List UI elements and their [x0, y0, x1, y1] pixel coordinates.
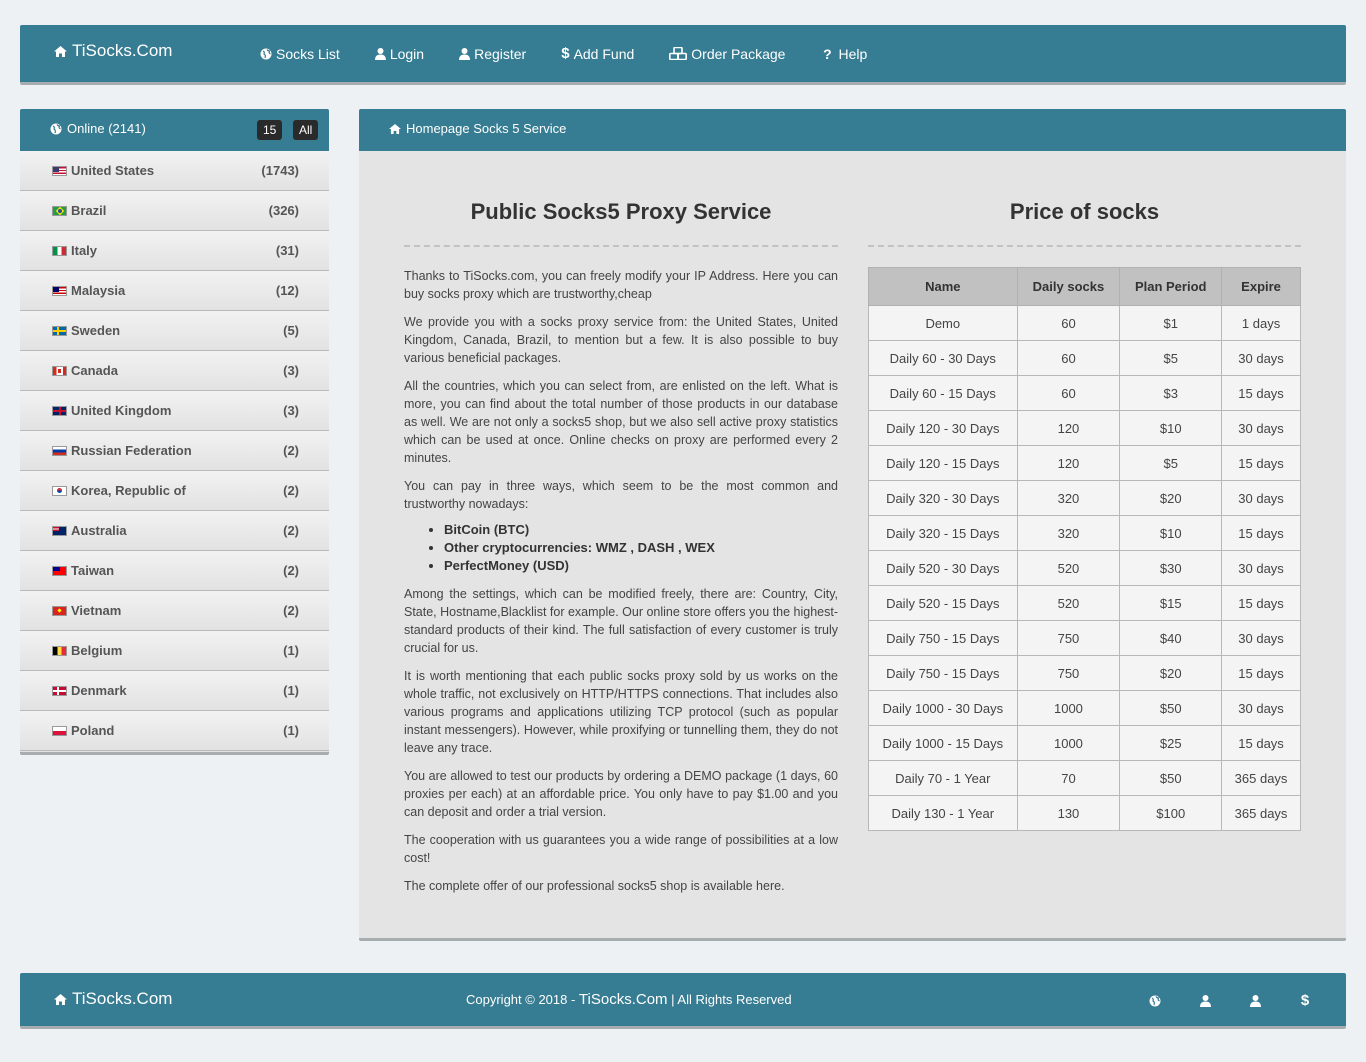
price-table — [868, 267, 1301, 831]
country-name: Denmark — [71, 683, 127, 698]
table-row — [869, 796, 1301, 831]
table-cell: 750 — [1017, 621, 1120, 656]
column-header: Plan Period — [1120, 268, 1222, 306]
flag-gb-icon — [52, 406, 67, 416]
country-name: Australia — [71, 523, 127, 538]
country-item-malaysia[interactable] — [20, 271, 329, 311]
table-cell: Daily 1000 - 15 Days — [869, 726, 1018, 761]
brand-text: TiSocks.Com — [72, 41, 173, 60]
flag-pl-icon — [52, 726, 67, 736]
country-name: Korea, Republic of — [71, 483, 186, 498]
country-name: Vietnam — [71, 603, 122, 618]
table-cell: Daily 320 - 30 Days — [869, 481, 1018, 516]
country-count: (1) — [283, 643, 299, 658]
table-cell: Daily 60 - 15 Days — [869, 376, 1018, 411]
table-cell: 30 days — [1222, 551, 1301, 586]
country-count: (2) — [283, 563, 299, 578]
flag-ca-icon — [52, 366, 67, 376]
table-cell: 15 days — [1222, 726, 1301, 761]
table-cell: 520 — [1017, 551, 1120, 586]
home-icon — [54, 46, 67, 57]
nav-order-package-label: Order Package — [691, 45, 786, 62]
table-cell: $30 — [1120, 551, 1222, 586]
dollar-icon: $ — [561, 45, 570, 62]
dollar-icon[interactable]: $ — [1300, 992, 1310, 1009]
filter-all-button[interactable]: All — [293, 120, 318, 140]
service-title: Public Socks5 Proxy Service — [404, 199, 838, 247]
nav-help-label: Help — [838, 45, 868, 62]
sidebar-header — [20, 109, 329, 151]
table-row — [869, 586, 1301, 621]
flag-us-icon — [52, 166, 67, 176]
table-cell: 15 days — [1222, 586, 1301, 621]
table-cell: 320 — [1017, 516, 1120, 551]
top-navbar — [20, 25, 1346, 85]
flag-it-icon — [52, 246, 67, 256]
country-count: (3) — [283, 363, 299, 378]
table-cell: $10 — [1120, 411, 1222, 446]
table-cell: 70 — [1017, 761, 1120, 796]
table-cell: 1 days — [1222, 306, 1301, 341]
table-cell: Daily 130 - 1 Year — [869, 796, 1018, 831]
country-item-belgium[interactable] — [20, 631, 329, 671]
main-panel — [359, 109, 1346, 941]
brand-link[interactable] — [54, 41, 172, 61]
table-cell: 130 — [1017, 796, 1120, 831]
paragraph: We provide you with a socks proxy service from: the United States, United Kingdom, Canada, Brazil, to mention but a few. It is also possible to buy various beneficial packages. — [404, 315, 838, 365]
service-description — [404, 199, 838, 905]
country-count: (12) — [275, 283, 299, 298]
online-count-label: Online (2141) — [67, 121, 146, 136]
table-cell: 520 — [1017, 586, 1120, 621]
country-name: Canada — [71, 363, 118, 378]
payment-method: • BitCoin (BTC) — [444, 521, 838, 539]
table-row — [869, 656, 1301, 691]
price-title: Price of socks — [868, 199, 1301, 247]
column-header: Expire — [1222, 268, 1301, 306]
table-cell: Daily 70 - 1 Year — [869, 761, 1018, 796]
country-list — [20, 151, 329, 751]
table-cell: $5 — [1120, 446, 1222, 481]
table-cell: $1 — [1120, 306, 1222, 341]
table-row — [869, 376, 1301, 411]
country-count: (1743) — [261, 163, 299, 178]
main-nav — [260, 25, 902, 82]
nav-login-label: Login — [389, 45, 425, 62]
country-name: United States — [71, 163, 155, 178]
table-row — [869, 306, 1301, 341]
table-cell: 120 — [1017, 411, 1120, 446]
user-icon[interactable] — [1248, 992, 1262, 1009]
flag-kr-icon — [52, 486, 67, 496]
country-item-korea[interactable] — [20, 471, 329, 511]
table-row — [869, 621, 1301, 656]
nav-register-label: Register — [474, 45, 527, 62]
table-cell: 320 — [1017, 481, 1120, 516]
table-row — [869, 411, 1301, 446]
paragraph: The complete offer of our professional socks5 shop is available here. — [404, 879, 785, 893]
table-cell: $100 — [1120, 796, 1222, 831]
country-name: Russian Federation — [71, 443, 192, 458]
country-item-denmark[interactable] — [20, 671, 329, 711]
table-cell: Daily 120 - 30 Days — [869, 411, 1018, 446]
column-header: Daily socks — [1017, 268, 1120, 306]
footer-icon-links — [1148, 992, 1312, 1009]
country-item-canada[interactable] — [20, 351, 329, 391]
flag-se-icon — [52, 326, 67, 336]
table-cell: 30 days — [1222, 691, 1301, 726]
country-name: Brazil — [71, 203, 107, 218]
table-cell: 60 — [1017, 306, 1120, 341]
user-icon — [459, 48, 470, 60]
country-item-vietnam[interactable] — [20, 591, 329, 631]
table-cell: Daily 1000 - 30 Days — [869, 691, 1018, 726]
table-cell: 1000 — [1017, 726, 1120, 761]
table-cell: 30 days — [1222, 411, 1301, 446]
copyright-prefix: Copyright © 2018 - — [466, 992, 579, 1007]
table-cell: $15 — [1120, 586, 1222, 621]
paragraph: Thanks to TiSocks.com, you can freely modify your IP Address. Here you can buy socks proxy which are trustworthy,cheap — [404, 269, 838, 301]
country-item-taiwan[interactable] — [20, 551, 329, 591]
paragraph: It is worth mentioning that each public socks proxy sold by us works on the whole traffic, not exclusively on HTTP/HTTPS connections. That includes also various programs and applications utilizing TCP protocol (such as popular instant messengers). However, while proxifying or tunnelling them, they do not leave any trace. — [404, 669, 838, 755]
table-cell: Daily 120 - 15 Days — [869, 446, 1018, 481]
flag-au-icon — [52, 526, 67, 536]
country-item-poland[interactable] — [20, 711, 329, 751]
country-item-italy[interactable] — [20, 231, 329, 271]
footer-brand-text: TiSocks.Com — [72, 989, 173, 1008]
table-cell: Daily 750 - 15 Days — [869, 656, 1018, 691]
table-cell: 60 — [1017, 341, 1120, 376]
table-cell: $10 — [1120, 516, 1222, 551]
copyright-suffix: | All Rights Reserved — [667, 992, 792, 1007]
price-section — [868, 199, 1301, 831]
nav-order-package[interactable] — [669, 46, 785, 62]
table-cell: $50 — [1120, 761, 1222, 796]
table-row — [869, 691, 1301, 726]
globe-icon — [50, 123, 62, 135]
country-count: (3) — [283, 403, 299, 418]
flag-vn-icon — [52, 606, 67, 616]
country-name: United Kingdom — [71, 403, 172, 418]
copyright — [466, 991, 792, 1008]
nav-socks-list-label: Socks List — [276, 45, 340, 62]
paragraph: You can pay in three ways, which seem to be the most common and trustworthy nowadays: — [404, 479, 838, 511]
user-icon — [375, 48, 386, 60]
table-row — [869, 516, 1301, 551]
table-cell: Daily 60 - 30 Days — [869, 341, 1018, 376]
paragraph: You are allowed to test our products by ordering a DEMO package (1 days, 60 proxies per each) at an affordable price. You only have to pay $1.00 and you can deposit and order a trial version. — [404, 769, 838, 819]
country-name: Malaysia — [71, 283, 126, 298]
country-sidebar — [20, 109, 329, 755]
table-cell: Demo — [869, 306, 1018, 341]
table-cell: 15 days — [1222, 376, 1301, 411]
table-cell: Daily 520 - 15 Days — [869, 586, 1018, 621]
flag-br-icon — [52, 206, 67, 216]
country-name: Poland — [71, 723, 115, 738]
table-cell: 60 — [1017, 376, 1120, 411]
flag-my-icon — [52, 286, 67, 296]
country-count: (2) — [283, 523, 299, 538]
country-item-brazil[interactable] — [20, 191, 329, 231]
table-row — [869, 726, 1301, 761]
flag-be-icon — [52, 646, 67, 656]
country-count: (2) — [283, 483, 299, 498]
flag-dk-icon — [52, 686, 67, 696]
footer-brand-link[interactable] — [54, 989, 172, 1009]
country-count: (31) — [275, 243, 299, 258]
table-row — [869, 446, 1301, 481]
footer — [20, 973, 1346, 1029]
home-icon — [389, 124, 401, 134]
country-item-united-states[interactable] — [20, 151, 329, 191]
filter-15-button[interactable]: 15 — [257, 120, 282, 140]
breadcrumb-label: Homepage Socks 5 Service — [406, 121, 567, 136]
country-name: Taiwan — [71, 563, 115, 578]
table-cell: 120 — [1017, 446, 1120, 481]
country-item-sweden[interactable] — [20, 311, 329, 351]
table-row — [869, 481, 1301, 516]
paragraph: All the countries, which you can select from, are enlisted on the left. What is more, you can find about the total number of those products in our database as well. We are not only a socks5 shop, but we also sell active proxy statistics which can be used at once. Online checks on proxy are performed every 2 minutes. — [404, 379, 838, 465]
nav-login[interactable] — [375, 46, 424, 62]
table-cell: 365 days — [1222, 761, 1301, 796]
country-count: (326) — [268, 203, 299, 218]
nav-add-fund-label: Add Fund — [573, 45, 635, 62]
table-cell: 30 days — [1222, 341, 1301, 376]
table-cell: $20 — [1120, 481, 1222, 516]
copyright-site: TiSocks.Com — [578, 991, 668, 1008]
nav-socks-list[interactable] — [260, 46, 340, 62]
paragraph: The cooperation with us guarantees you a wide range of possibilities at a low cost! — [404, 833, 838, 865]
nav-register[interactable] — [459, 46, 526, 62]
country-count: (2) — [283, 443, 299, 458]
country-count: (1) — [283, 683, 299, 698]
cubes-icon — [669, 47, 687, 60]
country-name: Sweden — [71, 323, 121, 338]
country-name: Belgium — [71, 643, 123, 658]
price-table-body — [869, 306, 1301, 831]
nav-help[interactable] — [820, 46, 867, 62]
table-cell: $40 — [1120, 621, 1222, 656]
table-cell: 15 days — [1222, 656, 1301, 691]
flag-tw-icon — [52, 566, 67, 576]
table-cell: $20 — [1120, 656, 1222, 691]
table-cell: Daily 750 - 15 Days — [869, 621, 1018, 656]
payment-methods-list — [444, 521, 838, 575]
country-count: (5) — [283, 323, 299, 338]
home-icon — [54, 994, 67, 1005]
table-cell: $5 — [1120, 341, 1222, 376]
table-cell: 1000 — [1017, 691, 1120, 726]
table-cell: Daily 520 - 30 Days — [869, 551, 1018, 586]
table-cell: 15 days — [1222, 516, 1301, 551]
country-name: Italy — [71, 243, 98, 258]
table-cell: 30 days — [1222, 481, 1301, 516]
online-count — [50, 121, 146, 136]
flag-ru-icon — [52, 446, 67, 456]
nav-add-fund[interactable] — [561, 45, 634, 62]
table-cell: 30 days — [1222, 621, 1301, 656]
table-row — [869, 761, 1301, 796]
country-item-russian-federation[interactable] — [20, 431, 329, 471]
breadcrumb — [389, 121, 566, 136]
country-count: (1) — [283, 723, 299, 738]
table-cell: 750 — [1017, 656, 1120, 691]
globe-icon — [260, 48, 272, 60]
column-header: Name — [869, 268, 1018, 306]
table-row — [869, 341, 1301, 376]
table-cell: $25 — [1120, 726, 1222, 761]
table-row — [869, 551, 1301, 586]
table-header-row — [869, 268, 1301, 306]
user-icon[interactable] — [1198, 992, 1212, 1009]
table-cell: $3 — [1120, 376, 1222, 411]
table-cell: Daily 320 - 15 Days — [869, 516, 1018, 551]
main-panel-header — [359, 109, 1346, 151]
country-count: (2) — [283, 603, 299, 618]
question-icon: ? — [823, 45, 832, 62]
payment-method: • Other cryptocurrencies: WMZ , DASH , WEX — [444, 539, 838, 557]
table-cell: $50 — [1120, 691, 1222, 726]
paragraph: Among the settings, which can be modified freely, there are: Country, City, State, Hostname,Blacklist for example. Our online store offers you the highest-standard products of their kind. The full satisfaction of every customer is truly crucial for us. — [404, 587, 839, 655]
table-cell: 365 days — [1222, 796, 1301, 831]
table-cell: 15 days — [1222, 446, 1301, 481]
globe-icon[interactable] — [1148, 992, 1162, 1009]
payment-method: • PerfectMoney (USD) — [444, 557, 838, 575]
country-item-australia[interactable] — [20, 511, 329, 551]
country-item-united-kingdom[interactable] — [20, 391, 329, 431]
